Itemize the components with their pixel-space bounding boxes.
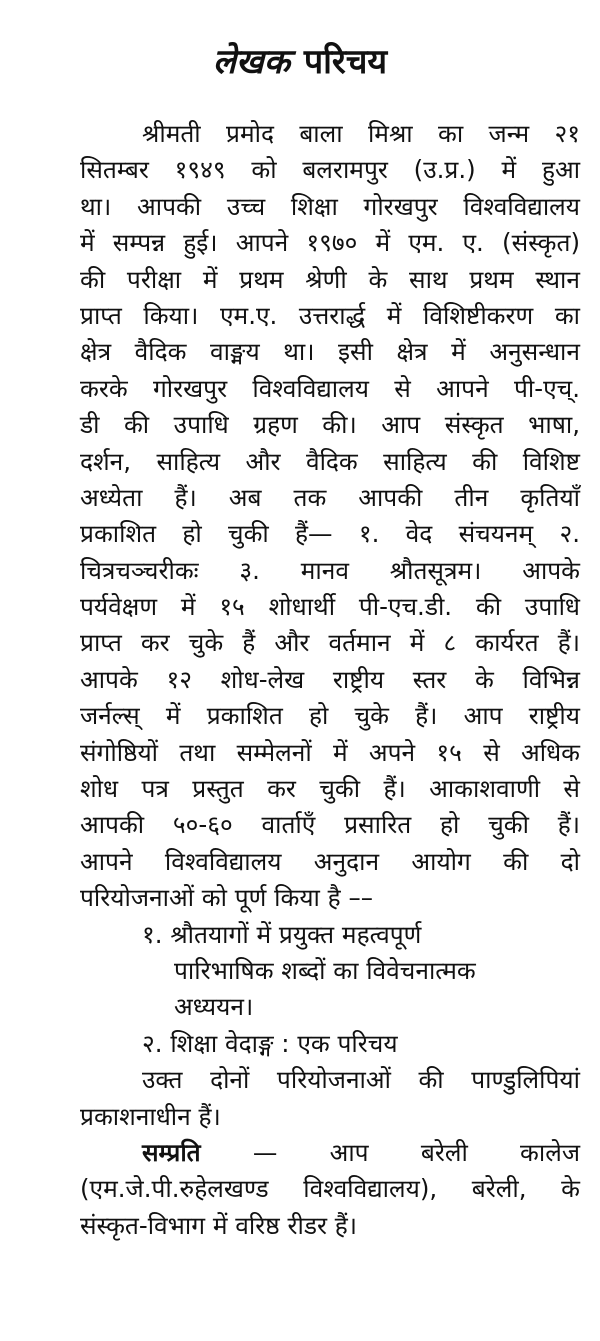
biography-text (80, 116, 580, 1244)
paragraph-line: पर्यवेक्षण में १५ शोधार्थी पी-एच.डी. की उपाधि (80, 592, 580, 622)
page-title (0, 38, 600, 86)
title-word-lekhak: लेखक (212, 42, 290, 82)
paragraph-line: आपके १२ शोध-लेख राष्ट्रीय स्तर के विभिन्न (80, 664, 580, 694)
paragraph-line: चित्रचञ्चरीकः ३. मानव श्रौतसूत्रम। आपके (80, 555, 580, 585)
paragraph-line: की परीक्षा में प्रथम श्रेणी के साथ प्रथम स्थान (80, 264, 580, 294)
paragraph-line: जर्नल्स् में प्रकाशित हो चुके हैं। आप राष्ट्रीय (80, 701, 580, 731)
current-position-line: (एम.जे.पी.रुहेलखण्ड विश्वविद्यालय), बरेली, के (80, 1174, 580, 1204)
paragraph-line: शोध पत्र प्रस्तुत कर चुकी हैं। आकाशवाणी से (80, 774, 580, 804)
paragraph-line: आपने विश्वविद्यालय अनुदान आयोग की दो (80, 846, 580, 876)
paragraph-line: में सम्पन्न हुई। आपने १९७० में एम. ए. (संस्कृत) (80, 228, 580, 258)
project-item-1: १. श्रौतयागों में प्रयुक्त महत्वपूर्ण (142, 919, 422, 949)
paragraph-line: प्रकाशित हो चुकी हैं— १. वेद संचयनम् २. (80, 519, 580, 549)
paragraph-line: था। आपकी उच्च शिक्षा गोरखपुर विश्वविद्यालय (80, 191, 580, 221)
paragraph-line: आपकी ५०-६० वार्ताएँ प्रसारित हो चुकी हैं। (80, 810, 580, 840)
current-position-label: सम्प्रति (142, 1137, 201, 1167)
project-item-1-continued: पारिभाषिक शब्दों का विवेचनात्मक (174, 955, 476, 985)
manuscripts-line: उक्त दोनों परियोजनाओं की पाण्डुलिपियां (142, 1065, 580, 1095)
paragraph-line: करके गोरखपुर विश्वविद्यालय से आपने पी-एच्. (80, 373, 580, 403)
paragraph-line: दर्शन, साहित्य और वैदिक साहित्य की विशिष्ट (80, 446, 580, 476)
paragraph-line: परियोजनाओं को पूर्ण किया है –– (80, 883, 373, 913)
project-item-2: २. शिक्षा वेदाङ्ग : एक परिचय (142, 1028, 398, 1058)
paragraph-line: प्राप्त किया। एम.ए. उत्तरार्द्ध में विशिष्टीकरण का (80, 300, 580, 330)
paragraph-line: क्षेत्र वैदिक वाङ्मय था। इसी क्षेत्र में अनुसन्धान (80, 337, 580, 367)
current-position-line (80, 1135, 580, 1171)
paragraph-line: सितम्बर १९४९ को बलरामपुर (उ.प्र.) में हुआ (80, 155, 580, 185)
paragraph-line: अध्येता हैं। अब तक आपकी तीन कृतियाँ (80, 482, 580, 512)
paragraph-line: डी की उपाधि ग्रहण की। आप संस्कृत भाषा, (80, 410, 580, 440)
current-position-line: संस्कृत-विभाग में वरिष्ठ रीडर हैं। (80, 1210, 358, 1240)
project-item-1-continued: अध्ययन। (174, 992, 254, 1022)
paragraph-line: प्राप्त कर चुके हैं और वर्तमान में ८ कार्यरत हैं। (80, 628, 580, 658)
manuscripts-line: प्रकाशनाधीन हैं। (80, 1101, 221, 1131)
title-word-parichay: परिचय (303, 42, 388, 82)
paragraph-line: श्रीमती प्रमोद बाला मिश्रा का जन्म २१ (142, 119, 580, 148)
paragraph-line: संगोष्ठियों तथा सम्मेलनों में अपने १५ से अधिक (80, 737, 580, 767)
current-position-text: — आप बरेली कालेज (200, 1137, 580, 1167)
